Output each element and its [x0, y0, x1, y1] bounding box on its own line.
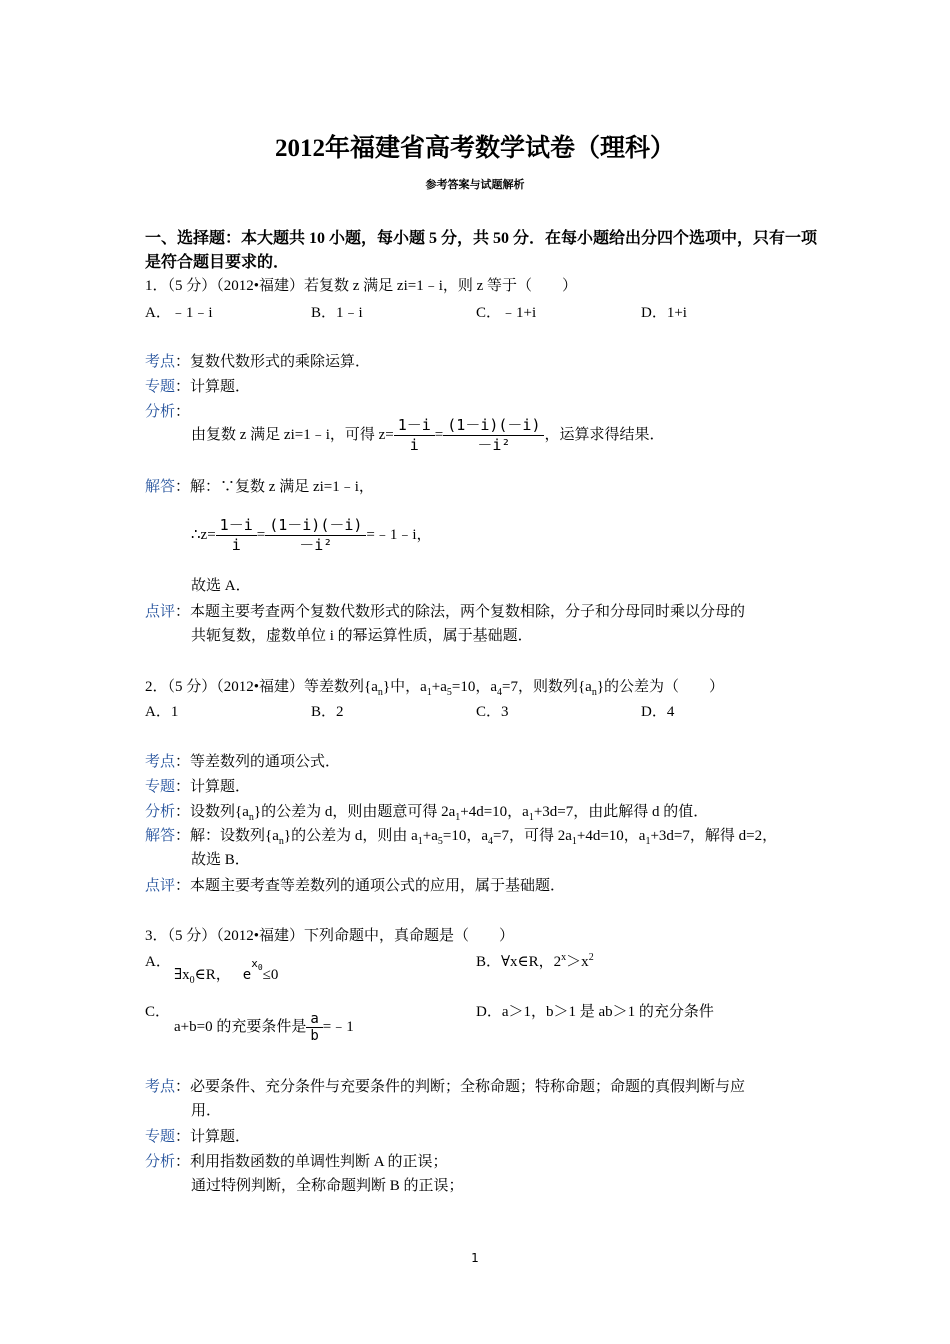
kaodian-label: 考点: [145, 354, 176, 370]
q2-fenxi: 分析：设数列$\{a_n\}$的公差为 d，则由题意可得 $2a_1+4d=10$，$a_1+3d=7$，由此解得 d 的值．: [145, 804, 709, 823]
page-subtitle: 参考答案与试题解析: [425, 178, 525, 191]
zhuanti-label: 专题: [145, 379, 176, 395]
q2-dianping: 点评：本题主要考查等差数列的通项公式的应用，属于基础题．: [145, 878, 566, 894]
q3-zhuanti: 专题：计算题．: [145, 1129, 251, 1145]
q2-jieda-1: 解答：解：设数列$\{a_n\}$的公差为 d，则由 $a_1+a_5=10$，$a_4=7$，可得 $2a_1+4d=10$，$a_1+3d=7$，解得 d=2，: [145, 828, 778, 847]
q3-option-c-formula: a+b=0 的充要条件是 $\frac{a}{b}$ =﹣1: [174, 1011, 354, 1045]
jieda-label: 解答: [145, 479, 176, 495]
q2-option-b: B．2: [311, 704, 344, 720]
q2-option-d: D．4: [641, 704, 675, 720]
q1-kaodian: 考点：复数代数形式的乘除运算．: [145, 354, 371, 370]
page-title: 2012年福建省高考数学试卷（理科）: [274, 135, 675, 162]
q2-option-a: A．1: [145, 704, 179, 720]
q1-jieda-3: 故选 A．: [191, 578, 251, 594]
q3-option-b: B．∀x∈R，$2^x>x^2$: [476, 952, 594, 970]
q1-fenxi-label-row: 分析：: [145, 404, 191, 420]
q2-kaodian: 考点：等差数列的通项公式．: [145, 754, 341, 770]
q1-stem: 1．（5 分）（2012•福建）若复数 z 满足 zi=1﹣i，则 z 等于（ ）: [145, 278, 578, 294]
q1-fenxi-formula: 由复数 z 满足 zi=1﹣i，可得 z= $\frac{1-i}{i}$ = $\frac{(1-i)(-i)}{\text{－i²}}$ ，运算求得结果．: [191, 416, 665, 455]
q1-option-c: C．﹣1+i: [476, 305, 537, 321]
dianping-label: 点评: [145, 604, 176, 620]
q1-kaodian-text: 复数代数形式的乘除运算．: [190, 354, 371, 370]
q3-option-a-label: A．: [145, 954, 171, 970]
q3-kaodian-1: 考点：必要条件、充分条件与充要条件的判断；全称命题；特称命题；命题的真假判断与应: [145, 1079, 746, 1095]
section-heading-line1: 一、选择题：本大题共 10 小题，每小题 5 分，共 50 分．在每小题给出分四个选项中，只有一项: [145, 230, 818, 247]
q3-stem: 3．（5 分）（2012•福建）下列命题中，真命题是（ ）: [145, 928, 515, 944]
fraction: $\frac{(1-i)(-i)}{\text{－i²}}$: [443, 416, 544, 455]
q2-option-c: C．3: [476, 704, 509, 720]
fenxi-label: 分析: [145, 404, 176, 420]
section-heading-line2: 是符合题目要求的．: [145, 254, 290, 271]
q1-dianping-2: 共轭复数，虚数单位 i 的幂运算性质，属于基础题．: [191, 628, 533, 644]
q3-kaodian-2: 用．: [191, 1103, 222, 1119]
q2-zhuanti: 专题：计算题．: [145, 779, 251, 795]
q3-option-a-formula: $\exists x_0\in R$， $e^{x_0}\le 0$: [174, 957, 279, 986]
q3-option-d: D．a＞1，b＞1 是 ab＞1 的充分条件: [476, 1004, 714, 1020]
q3-fenxi-2: 通过特例判断，全称命题判断 B 的正误；: [191, 1178, 464, 1194]
q2-stem: 2．（5 分）（2012•福建）等差数列$\{a_n\}$中，$a_1+a_5=10$，$a_4=7$，则数列$\{a_n\}$的公差为（ ）: [145, 679, 725, 698]
fraction: $\frac{1-i}{i}$: [216, 516, 257, 555]
q2-jieda-2: 故选 B．: [191, 852, 250, 868]
q1-zhuanti: 专题：计算题．: [145, 379, 251, 395]
q1-option-b: B．1﹣i: [311, 305, 363, 321]
q3-fenxi-1: 分析：利用指数函数的单调性判断 A 的正误；: [145, 1154, 448, 1170]
q1-zhuanti-text: 计算题．: [190, 379, 251, 395]
fraction: $\frac{(1-i)(-i)}{\text{－i²}}$: [265, 516, 366, 555]
fraction: $\frac{a}{b}$: [306, 1011, 322, 1044]
page-number: 1: [471, 1251, 479, 1265]
q1-option-a: A．﹣1﹣i: [145, 305, 213, 321]
fraction: $\frac{1-i}{i}$: [394, 416, 435, 455]
q1-dianping-1: 点评：本题主要考查两个复数代数形式的除法，两个复数相除，分子和分母同时乘以分母的: [145, 604, 746, 620]
q1-option-d: D．1+i: [641, 305, 687, 321]
q3-option-c-label: C．: [145, 1004, 171, 1020]
q1-jieda-1: 解答：解：∵复数 z 满足 zi=1﹣i，: [145, 479, 374, 495]
q1-jieda-formula: ∴z= $\frac{1-i}{i}$ = $\frac{(1-i)(-i)}{\text{－i²}}$ =﹣1﹣i，: [191, 516, 432, 555]
